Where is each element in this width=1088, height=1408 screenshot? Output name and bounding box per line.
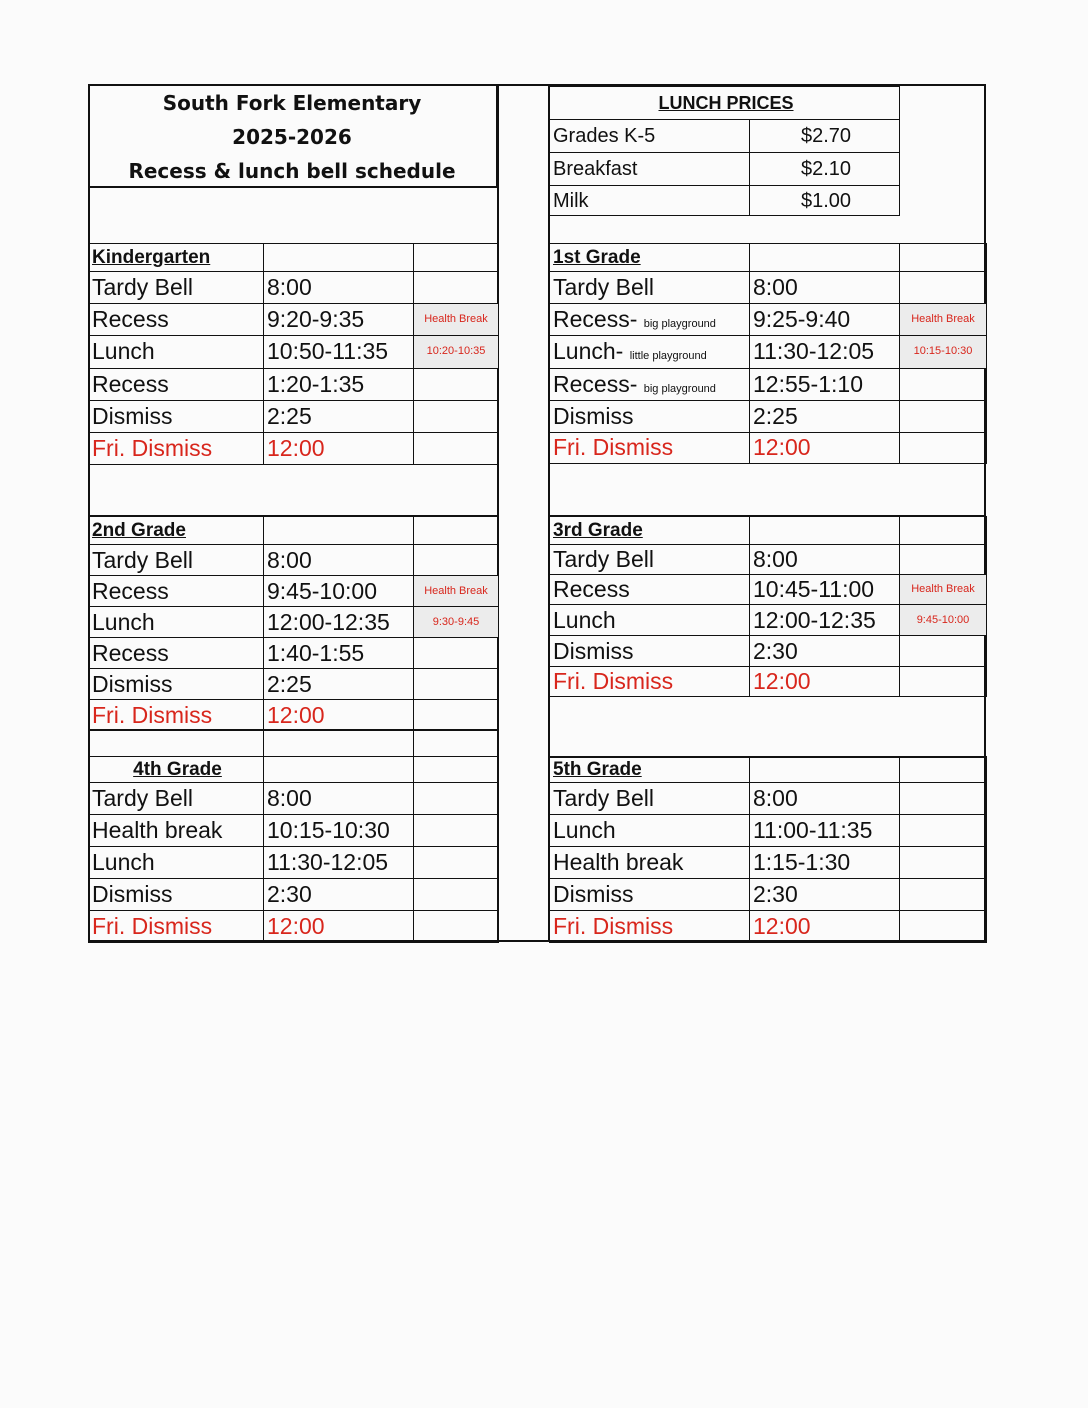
row-label: Dismiss [550, 636, 750, 667]
schedule-row [550, 432, 987, 463]
price-label: Grades K-5 [550, 120, 750, 153]
schedule-row [550, 368, 987, 400]
row-time: 12:00 [750, 432, 900, 463]
row-label: Recess [89, 576, 264, 607]
schedule-row [89, 847, 499, 879]
price-row [550, 120, 900, 153]
row-time: 1:15-1:30 [750, 847, 900, 879]
row-time: 2:25 [264, 669, 414, 700]
playground-note: little playground [629, 350, 707, 363]
row-time: 12:00-12:35 [264, 607, 414, 638]
price-row [550, 153, 900, 186]
row-label: Fri. Dismiss [89, 432, 264, 464]
schedule-title-box [88, 86, 498, 188]
schedule-subtitle: Recess & lunch bell schedule [128, 159, 456, 183]
playground-note: big playground [643, 318, 716, 331]
price-value: $2.10 [750, 153, 900, 186]
row-label: Tardy Bell [550, 272, 750, 304]
schedule-row [89, 607, 499, 638]
row-label: Dismiss [89, 669, 264, 700]
schedule-row [89, 638, 499, 669]
price-label: Breakfast [550, 153, 750, 186]
playground-note: big playground [643, 382, 716, 395]
row-time: 8:00 [264, 545, 414, 576]
row-time: 9:45-10:00 [264, 576, 414, 607]
row-time: 12:00 [264, 911, 414, 943]
schedule-row [550, 667, 987, 697]
row-time: 1:40-1:55 [264, 638, 414, 669]
grade3-table [549, 516, 986, 696]
row-label: Lunch [89, 607, 264, 638]
grade1-title: 1st Grade [550, 244, 750, 272]
kindergarten-title: Kindergarten [89, 244, 264, 272]
row-time: 12:55-1:10 [750, 368, 900, 400]
row-label: Dismiss [550, 400, 750, 432]
schedule-row [550, 636, 987, 667]
schedule-row [89, 304, 499, 336]
row-label: Fri. Dismiss [550, 432, 750, 463]
row-time: 9:20-9:35 [264, 304, 414, 336]
schedule-row [550, 605, 987, 636]
row-time: 10:50-11:35 [264, 336, 414, 368]
schedule-row [89, 815, 499, 847]
lunch-prices-table [549, 86, 899, 215]
grade5-title: 5th Grade [550, 757, 750, 783]
grade4-table [88, 756, 498, 942]
row-label: Recess [550, 575, 750, 605]
row-label: Tardy Bell [550, 783, 750, 815]
spacer-row [88, 729, 498, 757]
schedule-row [89, 783, 499, 815]
health-break-note: Health Break [414, 576, 499, 607]
price-label: Milk [550, 186, 750, 216]
row-label: Lunch [89, 336, 264, 368]
row-label: Tardy Bell [89, 783, 264, 815]
grade4-title: 4th Grade [89, 757, 264, 783]
schedule-row [89, 400, 499, 432]
schedule-row [89, 545, 499, 576]
row-time: 11:30-12:05 [264, 847, 414, 879]
price-value: $1.00 [750, 186, 900, 216]
schedule-row [550, 400, 987, 432]
row-label: Recess- big playground [550, 368, 750, 400]
grade3-header [550, 517, 987, 545]
row-label: Fri. Dismiss [89, 911, 264, 943]
grade5-header [550, 757, 987, 783]
schedule-row [89, 272, 499, 304]
grade3-title: 3rd Grade [550, 517, 750, 545]
row-label: Lunch [89, 847, 264, 879]
row-time: 8:00 [264, 783, 414, 815]
grade2-title: 2nd Grade [89, 517, 264, 545]
row-time: 2:25 [750, 400, 900, 432]
schedule-row [550, 847, 987, 879]
health-break-note: Health Break [414, 304, 499, 336]
health-break-time: 10:20-10:35 [414, 336, 499, 368]
grade2-table [88, 516, 498, 730]
health-break-time: 9:30-9:45 [414, 607, 499, 638]
row-time: 8:00 [750, 272, 900, 304]
row-label: Recess- big playground [550, 304, 750, 336]
price-row [550, 186, 900, 216]
kindergarten-table [88, 243, 498, 465]
row-label: Dismiss [89, 400, 264, 432]
grade5-table [549, 756, 986, 942]
schedule-row [550, 911, 987, 943]
schedule-row [89, 368, 499, 400]
row-label: Fri. Dismiss [89, 700, 264, 731]
health-break-note: Health Break [900, 304, 987, 336]
row-label: Fri. Dismiss [550, 667, 750, 697]
schedule-row [89, 700, 499, 731]
lunch-prices-title: LUNCH PRICES [550, 87, 900, 120]
health-break-time: 9:45-10:00 [900, 605, 987, 636]
schedule-row [550, 879, 987, 911]
row-label: Health break [550, 847, 750, 879]
row-label: Tardy Bell [89, 545, 264, 576]
schedule-row [89, 669, 499, 700]
row-time: 11:30-12:05 [750, 336, 900, 368]
schedule-row [550, 575, 987, 605]
schedule-row [89, 576, 499, 607]
row-label: Lunch- little playground [550, 336, 750, 368]
row-label: Lunch [550, 605, 750, 636]
kindergarten-header [89, 244, 499, 272]
row-label: Recess [89, 304, 264, 336]
row-time: 10:45-11:00 [750, 575, 900, 605]
row-label: Recess [89, 368, 264, 400]
row-time: 2:25 [264, 400, 414, 432]
schedule-row [550, 545, 987, 575]
row-time: 2:30 [750, 879, 900, 911]
schedule-row [89, 911, 499, 943]
row-label: Dismiss [550, 879, 750, 911]
school-name: South Fork Elementary [162, 91, 422, 115]
row-label: Tardy Bell [550, 545, 750, 575]
grade1-header [550, 244, 987, 272]
row-label: Fri. Dismiss [550, 911, 750, 943]
grade4-header [89, 757, 499, 783]
row-time: 11:00-11:35 [750, 815, 900, 847]
school-year: 2025-2026 [232, 125, 352, 149]
schedule-row [89, 879, 499, 911]
schedule-row [550, 336, 987, 368]
lunch-prices-header [550, 87, 900, 120]
grade1-table [549, 243, 986, 464]
row-time: 8:00 [750, 783, 900, 815]
grade2-header [89, 517, 499, 545]
schedule-row [89, 336, 499, 368]
row-time: 10:15-10:30 [264, 815, 414, 847]
row-time: 12:00 [264, 432, 414, 464]
schedule-row [550, 815, 987, 847]
row-label: Tardy Bell [89, 272, 264, 304]
row-time: 8:00 [264, 272, 414, 304]
row-label: Health break [89, 815, 264, 847]
row-time: 12:00-12:35 [750, 605, 900, 636]
row-label: Recess [89, 638, 264, 669]
row-label: Lunch [550, 815, 750, 847]
health-break-time: 10:15-10:30 [900, 336, 987, 368]
health-break-note: Health Break [900, 575, 987, 605]
row-time: 9:25-9:40 [750, 304, 900, 336]
row-time: 12:00 [750, 911, 900, 943]
price-value: $2.70 [750, 120, 900, 153]
schedule-row [550, 783, 987, 815]
row-time: 12:00 [264, 700, 414, 731]
row-time: 12:00 [750, 667, 900, 697]
schedule-row [550, 304, 987, 336]
row-time: 2:30 [750, 636, 900, 667]
row-time: 8:00 [750, 545, 900, 575]
row-label: Dismiss [89, 879, 264, 911]
schedule-row [550, 272, 987, 304]
schedule-row [89, 432, 499, 464]
row-time: 1:20-1:35 [264, 368, 414, 400]
row-time: 2:30 [264, 879, 414, 911]
